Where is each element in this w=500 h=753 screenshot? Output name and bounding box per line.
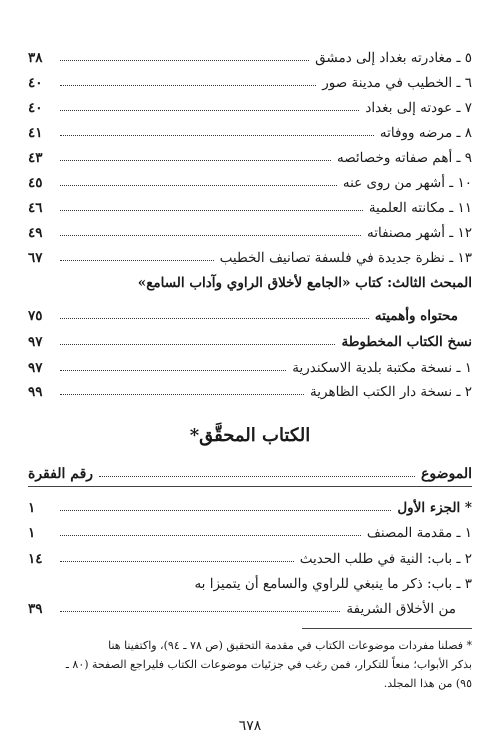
toc-entry-page: ٤٣ [28,150,43,166]
dot-leader [60,235,361,236]
dot-leader [60,344,335,345]
header-rule [28,486,472,487]
toc-entry [28,69,472,91]
dot-leader [60,394,304,395]
footnote-rule [302,628,472,629]
dot-leader [60,510,391,511]
dot-leader [60,318,369,319]
toc-entry [28,545,472,567]
toc-entry-page: ٤٠ [28,75,43,91]
toc-entry-page: ٧٥ [28,308,43,324]
toc-entry [28,119,472,141]
section-heading [28,269,472,291]
subject-column-header: الموضوع [421,466,472,482]
dot-leader [60,60,309,61]
toc-entry-page: ٤٩ [28,225,43,241]
toc-entry-title: ٢ ـ باب: النية في طلب الحديث [299,551,472,567]
toc-entry-page: ١ [28,525,36,541]
book-heading: الكتاب المحقَّق* [189,425,311,446]
column-headers [28,460,472,482]
toc-entry [28,302,472,324]
dot-leader [60,210,363,211]
toc-entry-title: ١١ ـ مكانته العلمية [368,200,472,216]
toc-entry-title: ١٢ ـ أشهر مصنفاته [366,225,472,241]
dot-leader [60,611,340,612]
section3-title: المبحث الثالث: كتاب «الجامع لأخلاق الراوي وآداب السامع» [137,275,472,291]
toc-entry-title: ١٠ ـ أشهر من روى عنه [342,175,472,191]
paragraph-number-column-header: رقم الفقرة [28,466,94,482]
toc-entry-title: * الجزء الأول [397,500,472,516]
toc-entry-title: ٧ ـ عودته إلى بغداد [365,100,472,116]
dot-leader [60,260,214,261]
toc-entry-continuation [28,595,472,617]
toc-entry-title: ١٣ ـ نظرة جديدة في فلسفة تصانيف الخطيب [219,250,472,266]
toc-entry-page: ٩٩ [28,384,43,400]
toc-entry-title: ٣ ـ باب: ذكر ما ينبغي للراوي والسامع أن يتميزا به [194,576,472,592]
toc-entry-title: محتواه وأهميته [374,308,458,324]
dot-leader [60,561,294,562]
toc-entry-title: ٩ ـ أهم صفاته وخصائصه [336,150,472,166]
toc-entry-title: نسخ الكتاب المخطوطة [341,334,472,350]
toc-entry-title: ٥ ـ مغادرته بغداد إلى دمشق [315,50,472,66]
toc-entry-page: ٦٧ [28,250,43,266]
toc-entry-page: ٣٩ [28,601,43,617]
toc-entry-page: ١٤ [28,551,43,567]
toc-entry [28,169,472,191]
toc-entry-page: ٤٠ [28,100,43,116]
footnote-line: بذكر الأبواب؛ منعاً للتكرار، فمن رغب في جزئيات موضوعات الكتاب فليراجع الصفحة (٨٠ ـ [65,658,472,671]
toc-entry [28,144,472,166]
toc-entry-page: ٤٥ [28,175,43,191]
dot-leader [60,370,286,371]
dot-leader [60,535,361,536]
footnote-line: * فصلنا مفردات موضوعات الكتاب في مقدمة التحقيق (ص ٧٨ ـ ٩٤)، واكتفينا هنا [108,639,472,652]
toc-entry-page: ٤١ [28,125,43,141]
toc-entry-page: ٤٦ [28,200,43,216]
dot-leader [99,476,415,477]
toc-entry-title: ٨ ـ مرضه ووفاته [379,125,472,141]
toc-entry [28,219,472,241]
toc-entry [28,354,472,376]
footnote [28,636,472,693]
toc-entry-page: ٩٧ [28,334,43,350]
toc-entry [28,519,472,541]
toc-entry-page: ٩٧ [28,360,43,376]
toc-entry-page: ٣٨ [28,50,43,66]
footnote-line: ٩٥) من هذا المجلد. [383,677,472,690]
toc-entry-title: من الأخلاق الشريفة [346,601,456,617]
page-number: ٦٧٨ [238,718,262,734]
toc-entry [28,194,472,216]
toc-entry [28,494,472,516]
toc-entry [28,378,472,400]
dot-leader [60,135,374,136]
toc-entry [28,94,472,116]
toc-entry-page: ١ [28,500,36,516]
toc-entry-multiline [28,570,472,592]
toc-entry-title: ٢ ـ نسخة دار الكتب الظاهرية [310,384,472,400]
toc-entry [28,44,472,66]
toc-entry-title: ١ ـ مقدمة المصنف [366,525,472,541]
dot-leader [60,85,316,86]
toc-entry [28,328,472,350]
dot-leader [60,160,331,161]
toc-entry-title: ١ ـ نسخة مكتبة بلدية الاسكندرية [292,360,472,376]
dot-leader [60,185,337,186]
dot-leader [60,110,359,111]
toc-entry-title: ٦ ـ الخطيب في مدينة صور [322,75,472,91]
toc-entry [28,244,472,266]
